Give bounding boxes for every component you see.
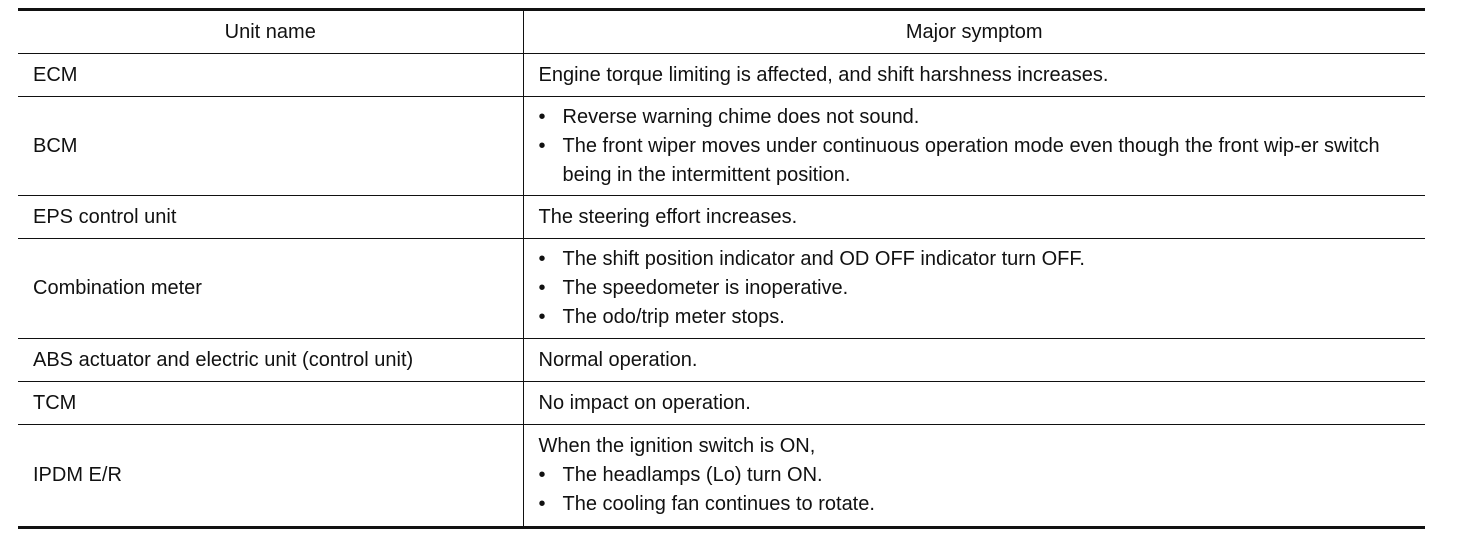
table-row bbox=[18, 339, 1425, 382]
symptom-cell: Normal operation. bbox=[523, 339, 1425, 382]
symptom-cell bbox=[523, 425, 1425, 528]
symptom-cell: No impact on operation. bbox=[523, 382, 1425, 425]
table-row bbox=[18, 425, 1425, 528]
unit-name-cell: ECM bbox=[18, 54, 523, 97]
symptom-text: Reverse warning chime does not sound. bbox=[562, 105, 920, 128]
table-header-row bbox=[18, 10, 1425, 54]
unit-name-cell: ABS actuator and electric unit (control unit) bbox=[18, 339, 523, 382]
unit-name-cell: Combination meter bbox=[18, 239, 523, 339]
symptom-cell: Engine torque limiting is affected, and shift harshness increases. bbox=[523, 54, 1425, 97]
symptom-bullet-item bbox=[539, 461, 1426, 490]
unit-name-cell: TCM bbox=[18, 382, 523, 425]
symptom-intro-text: When the ignition switch is ON, bbox=[538, 435, 816, 457]
table-row bbox=[18, 382, 1425, 425]
symptom-bullet-item bbox=[539, 245, 1426, 274]
symptom-text: The shift position indicator and OD OFF indicator turn OFF. bbox=[562, 248, 1085, 270]
bullet-marker: • bbox=[538, 134, 546, 157]
symptom-text: The cooling fan continues to rotate. bbox=[562, 493, 875, 515]
symptom-text: The headlamps (Lo) turn ON. bbox=[562, 464, 823, 486]
bullet-marker: • bbox=[538, 493, 546, 515]
header-major-symptom: Major symptom bbox=[523, 10, 1425, 54]
bullet-marker: • bbox=[538, 306, 546, 328]
unit-name-cell: EPS control unit bbox=[18, 196, 523, 239]
symptom-cell bbox=[523, 97, 1425, 196]
symptom-cell bbox=[523, 239, 1425, 339]
symptom-bullet-item bbox=[539, 490, 1426, 519]
bullet-marker: • bbox=[538, 248, 546, 270]
table-row bbox=[18, 97, 1425, 196]
bullet-marker: • bbox=[538, 464, 546, 486]
symptom-cell: The steering effort increases. bbox=[523, 196, 1425, 239]
symptom-bullet-item bbox=[539, 303, 1426, 332]
symptom-bullet-item bbox=[539, 132, 1426, 190]
symptom-bullet-item bbox=[539, 103, 1426, 132]
unit-name-cell: IPDM E/R bbox=[18, 425, 523, 528]
symptom-table bbox=[18, 8, 1425, 529]
symptom-text: The front wiper moves under continuous operation mode even though the front wip-er switch being in the intermittent position. bbox=[562, 134, 1380, 186]
header-unit-name: Unit name bbox=[18, 10, 523, 54]
table-row bbox=[18, 239, 1425, 339]
bullet-marker: • bbox=[538, 277, 546, 299]
symptom-text: The speedometer is inoperative. bbox=[562, 277, 849, 299]
bullet-marker: • bbox=[538, 105, 546, 128]
table-row bbox=[18, 196, 1425, 239]
symptom-text: The odo/trip meter stops. bbox=[562, 306, 785, 328]
unit-name-cell: BCM bbox=[18, 97, 523, 196]
symptom-bullet-item bbox=[539, 274, 1426, 303]
table-row bbox=[18, 54, 1425, 97]
